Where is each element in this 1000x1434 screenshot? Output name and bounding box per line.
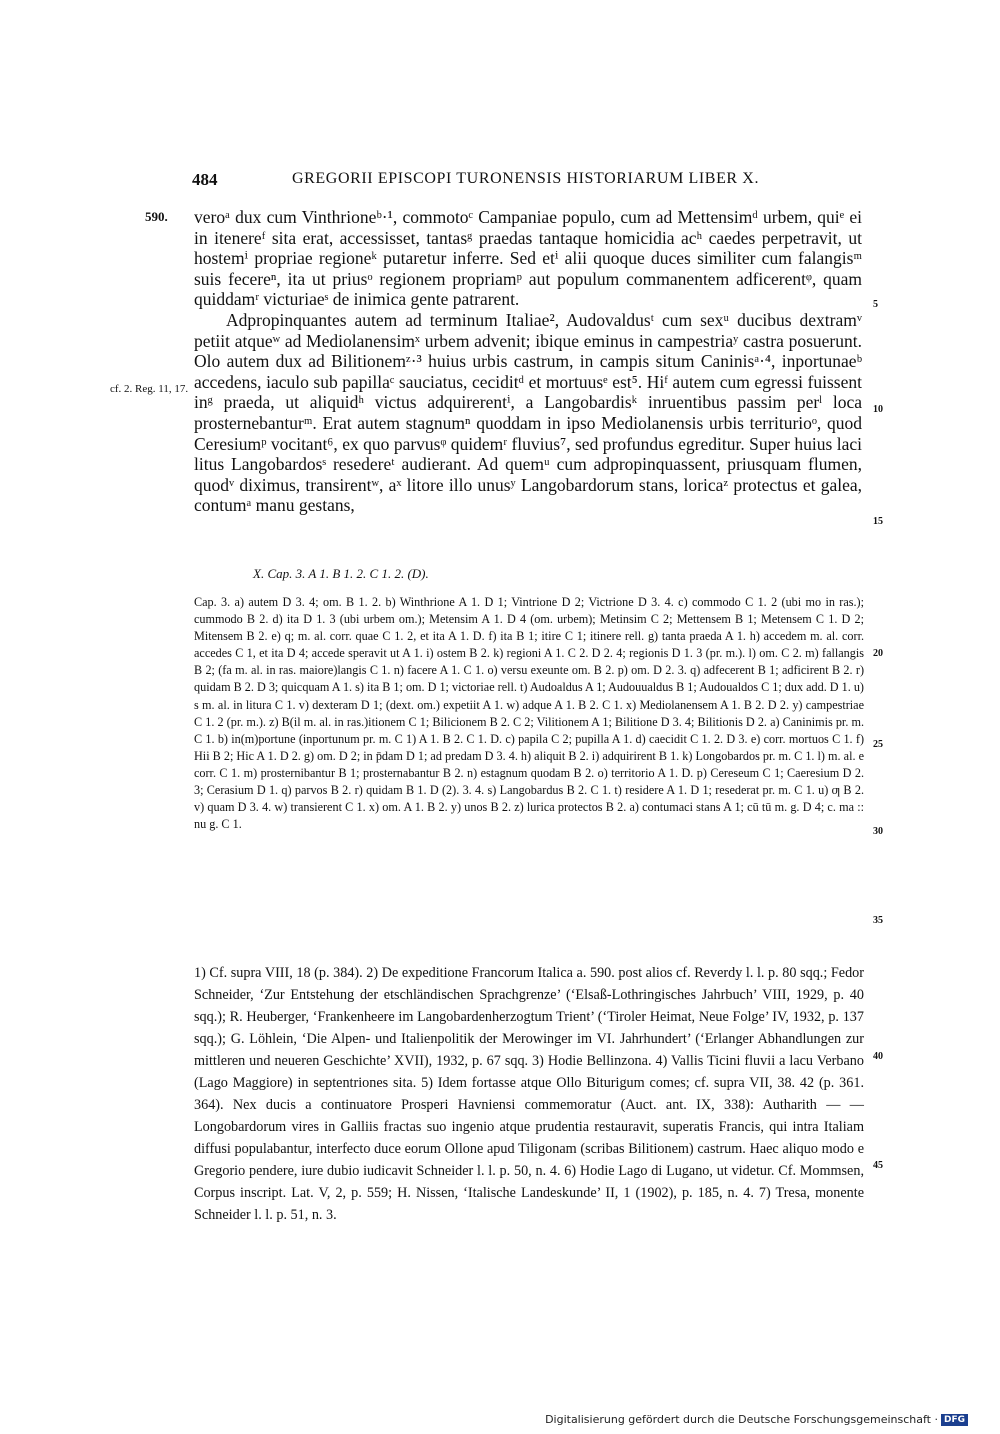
critical-apparatus: Cap. 3. a) autem D 3. 4; om. B 1. 2. b) Winthrione A 1. D 1; Vintrione D 2; Victrione D 3. 4. c) commodo C 1. 2 (ubi mo in ras.); cummodo B 2. d) ita D 1. 3 (ubi urbem om.); Metensim A 1. D 4 (om. urbem); Metinsim C 2; Mettensem B 1; Metensem C 1. D 2; Mitensem B 2. e) q; m. al. corr. quae C 1. 2, et ita A 1. D. f) ita B 1; itire C 1; itinere rell. g) tanta praeda A 1. h) accedem m. al. corr. accedes C 1, et ita D 4; accede speravit ut A 1. i) ostem B 2. k) regioni A 1. C 2. D 2. 4; regionis D 1. 3 (pr. m.). l) om. C 2. m) fallangis B 2; (fa m. al. in ras. maiore)langis C 1. n) facere A 1. C 1. o) versu exeunte om. B 2. p) om. D 2. 3. q) adfecerent B 1; adficirent B 2. r) quidam B 2. D 3; quicquam A 1. s) ita B 1; om. D 1; victoriae rell. t) Audoaldus A 1; Audouualdus B 1; Audoualdos C 1; dux add. D 1. u) s m. al. in litura C 1. v) dexteram D 1; (dext. om.) expetiit A 1. w) adque A 1. B 2. C 1. x) Mediolanensem A 1. B 2. D 2. y) campestriae C 1. 2 (pr. m.). z) B(il m. al. in ras.)itionem C 1; Bilicionem B 2. C 2; Vilitionem A 1; Bilitione D 3. 4; Bilitionis D 2. a) Caninimis pr. m. C 1. b) in(m)portune (inportunum pr. m. C 1) A 1. B 2. C 1. D. c) papila C 2; pupilla A 1. d) caecidit C 1. 2. D 3. e) corr. mortuos C 1. f) Hii B 2; Hic A 1. D 2. g) om. D 2; in p̄dam D 1; ad predam D 3. 4. h) aliquit B 2. i) adquirirent B 1. k) Longobardos pr. m. C 1. l) m. al. e corr. C 1. m) prosternibantur B 1; prosternabantur B 2. n) estagnum quodam B 2. o) territorio A 1. D. p) Cereseum C 1; Caeresium D 2. 3; Cerasium D 1. q) parvos B 2. r) quidam B 1. D (2). 3. 4. s) Langobardus B 2. C 1. t) residere A 1. D 1; resederat pr. m. C 1. u) ƣ B 2. v) quam D 3. 4. w) transierent C 1. x) om. A 1. B 2. y) unos B 2. z) lurica protectos B 2. a) contumaci stans A 1; cū tū m. g. D 4; c. ma :: nu g. C 1. <box>194 595 864 832</box>
footnotes: 1) Cf. supra VIII, 18 (p. 384). 2) De expeditione Francorum Italica a. 590. post alios cf. Reverdy l. l. p. 80 sqq.; Fedor Schneider, ‘Zur Entstehung der etschländischen Sprachgrenze’ (‘Elsaß-Lothringisches Jahrbuch’ VIII, 1929, p. 40 sqq.); R. Heuberger, ‘Frankenheere im Langobardenherzogtum Trient’ (‘Tiroler Heimat, Neue Folge’ IV, 1932, p. 137 sqq.); G. Löhlein, ‘Die Alpen- und Italienpolitik der Merowinger im VI. Jahrhundert’ (‘Erlanger Abhandlungen zur mittleren und neueren Geschichte’ XVII), 1932, p. 67 sqq. 3) Hodie Bellinzona. 4) Vallis Ticini fluvii a lacu Verbano (Lago Maggiore) in septentriones sita. 5) Idem fortasse atque Ollo Biturigum comes; cf. supra VII, 38. 42 (p. 361. 364). Nex ducis a continuatore Prosperi Havniensi commemoratur (Auct. ant. IX, 338): Autharith — — Longobardorum vires in Galliis fractas suo ingenio atque prudentia restauravit, superatis Francis, qui intra Italiam diffusi populabantur, interfecto duce eorum Ollone apud Tiligonam (scribas Bilitionem) castrum. Haec aliquo modo e Gregorio pendere, iure dubio iudicavit Schneider l. l. p. 50, n. 4. 6) Hodie Lago di Lugano, ut videtur. Cf. Mommsen, Corpus inscript. Lat. V, 2, p. 559; H. Nissen, ‘Italische Landeskunde’ II, 1 (1902), p. 185, n. 4. 7) Tresa, monente Schneider l. l. p. 51, n. 3. <box>194 965 864 1223</box>
line-number: 30 <box>873 826 883 837</box>
line-number: 25 <box>873 739 883 750</box>
line-number: 35 <box>873 915 883 926</box>
line-number: 5 <box>873 299 878 310</box>
paragraph-1: veroᵃ dux cum Vinthrioneᵇ·¹, commotoᶜ Campaniae populo, cum ad Mettensimᵈ urbem, quiᵉ ei in itenereᶠ sita erat, accessisset, tantasᵍ praedas tantaque homicidia acʰ caedes perpetravit, ut hostemⁱ propriae regioneᵏ putaretur inferre. Sed etⁱ alii quoque duces similiter cum falangisᵐ suis fecereⁿ, ita ut priusᵒ regionem propriamᵖ aut populum commanentem adficerentᵠ, quam quiddamʳ victuriaeˢ de inimica gente patrarent. <box>194 207 862 310</box>
dfg-logo: DFG <box>941 1414 968 1426</box>
line-number: 10 <box>873 404 883 415</box>
running-header <box>192 170 872 192</box>
credit-text: Digitalisierung gefördert durch die Deutsche Forschungsgemeinschaft · <box>545 1413 938 1426</box>
line-number: 20 <box>873 648 883 659</box>
paragraph-2: Adpropinquantes autem ad terminum Italiae², Audovaldusᵗ cum sexᵘ ducibus dextramᵛ petiit atqueʷ ad Mediolanensimˣ urbem advenit; ibique eminus in campestriaʸ castra posuerunt. Olo autem dux ad Bilitionemᶻ·³ huius urbis castrum, in campis situm Caninisᵃ·⁴, inportunaeᵇ accedens, iaculo sub papillaᶜ sauciatus, ceciditᵈ et mortuusᵉ est⁵. Hiᶠ autem cum egressi fuissent inᵍ praeda, ut aliquidʰ victus adquirerentⁱ, a Langobardisᵏ inruentibus passim perˡ loca prosternebanturᵐ. Erat autem stagnumⁿ quoddam in ipso Mediolanensis urbis territurioᵒ, quod Ceresiumᵖ vocitant⁶, ex quo parvusᵠ quidemʳ fluvius⁷, sed profundus egreditur. Super huius laci litus Langobardosˢ resedereᵗ audierant. Ad quemᵘ cum adpropinquassent, priusquam flumen, quodᵛ diximus, transirentʷ, aˣ litore illo unusʸ Langobardorum stans, loricaᶻ protectus et galea, contumᵃ manu gestans, <box>194 309 862 516</box>
line-number: 15 <box>873 516 883 527</box>
line-number: 45 <box>873 1160 883 1171</box>
line-number: 40 <box>873 1051 883 1062</box>
margin-year: 590. <box>145 209 168 224</box>
margin-reference: cf. 2. Reg. 11, 17. <box>110 383 189 395</box>
running-title: GREGORII EPISCOPI TURONENSIS HISTORIARUM LIBER X. <box>292 170 760 187</box>
page-number: 484 <box>192 170 218 189</box>
digitization-credit <box>545 1413 968 1426</box>
apparatus-heading: X. Cap. 3. A 1. B 1. 2. C 1. 2. (D). <box>253 566 429 581</box>
main-text <box>194 207 862 516</box>
